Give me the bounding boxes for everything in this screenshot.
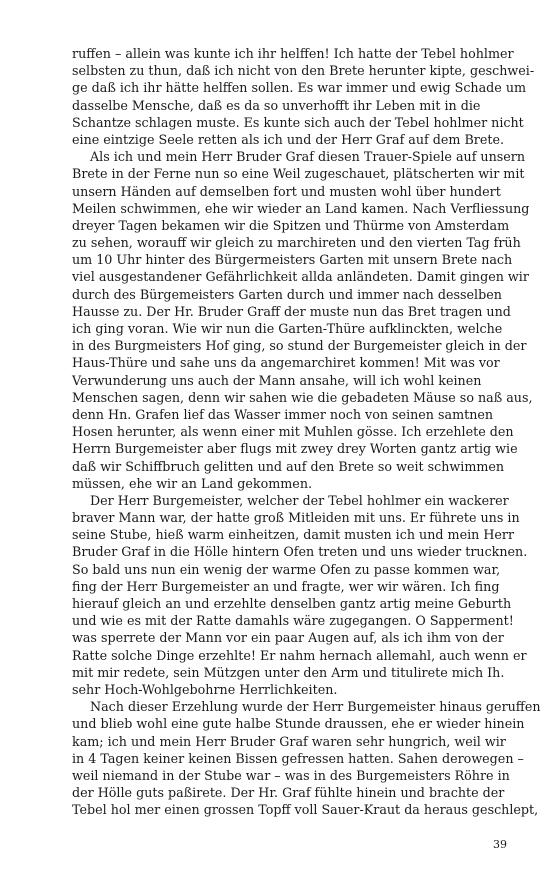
text-line: viel ausgestandener Gefährlichkeit allda anländeten. Damit gingen wir <box>72 269 529 285</box>
text-line: was sperrete der Mann vor ein paar Augen auf, als ich ihm von der <box>72 630 504 646</box>
text-line: mit mir redete, sein Mützgen unter den Arm und titulirete mich Ih. <box>72 664 505 680</box>
paragraph-3 <box>72 492 528 698</box>
paragraph-4 <box>72 698 541 818</box>
text-line: Nach dieser Erzehlung wurde der Herr Burgemeister hinaus geruffen <box>90 699 541 715</box>
text-line: ich ging voran. Wie wir nun die Garten-Thüre aufklinckten, welche <box>72 321 503 336</box>
text-line: Bruder Graf in die Hölle hintern Ofen treten und uns wieder trucknen. <box>72 544 528 560</box>
text-line: durch des Bürgemeisters Garten durch und immer nach desselben <box>72 286 502 302</box>
text-line: Brete in der Ferne nun so eine Weil zugeschauet, plätscherten wir mit <box>72 166 525 182</box>
book-page-body <box>72 45 541 818</box>
text-line: sehr Hoch-Wohlgebohrne Herrlichkeiten. <box>72 681 338 697</box>
text-line: Der Herr Burgemeister, welcher der Tebel hohlmer ein wackerer <box>90 492 509 508</box>
text-line: Verwunderung uns auch der Mann ansahe, will ich wohl keinen <box>72 372 482 388</box>
text-line: Hausse zu. Der Hr. Bruder Graff der muste nun das Bret tragen und <box>72 303 511 319</box>
text-line: Tebel hol mer einen grossen Topff voll Sauer-Kraut da heraus geschlept, <box>72 802 539 818</box>
text-line: Herrn Burgemeister aber flugs mit zwey drey Worten gantz artig wie <box>72 441 518 457</box>
text-line: daß wir Schiffbruch gelitten und auf den Brete so weit schwimmen <box>72 458 505 474</box>
text-line: So bald uns nun ein wenig der warme Ofen zu passe kommen war, <box>72 561 501 577</box>
text-line: eine eintzige Seele retten als ich und der Herr Graf auf dem Brete. <box>72 131 504 147</box>
text-line: unsern Händen auf demselben fort und musten wohl über hundert <box>72 183 501 199</box>
text-line: hierauf gleich an und erzehlte denselben gantz artig meine Geburth <box>72 596 512 611</box>
text-line: fing der Herr Burgemeister an und fragte, wer wir wären. Ich fing <box>72 578 500 594</box>
text-line: in 4 Tagen keiner keinen Bissen gefressen hatten. Sahen derowegen – <box>72 750 524 766</box>
text-line: der Hölle guts paßirete. Der Hr. Graf fühlte hinein und brachte der <box>72 785 505 801</box>
text-line: ruffen – allein was kunte ich ihr helffen! Ich hatte der Tebel hohlmer <box>72 46 514 61</box>
text-line: braver Mann war, der hatte groß Mitleiden mit uns. Er führete uns in <box>72 510 520 526</box>
text-line: müssen, ehe wir an Land gekommen. <box>72 475 313 491</box>
text-line: Menschen sagen, denn wir sahen wie die gebadeten Mäuse so naß aus, <box>72 389 533 405</box>
text-line: in des Burgmeisters Hof ging, so stund der Burgemeister gleich in der <box>72 338 527 354</box>
text-line: kam; ich und mein Herr Bruder Graf waren sehr hungrich, weil wir <box>72 733 506 749</box>
text-line: ge daß ich ihr hätte helffen sollen. Es war immer und ewig Schade um <box>72 80 527 96</box>
text-line: denn Hn. Grafen lief das Wasser immer noch von seinen samtnen <box>72 406 494 422</box>
paragraph-1 <box>72 45 535 148</box>
text-line: Meilen schwimmen, ehe wir wieder an Land kamen. Nach Verfliessung <box>72 200 530 216</box>
text-line: um 10 Uhr hinter des Bürgermeisters Garten mit unsern Brete nach <box>72 252 513 268</box>
text-line: Als ich und mein Herr Bruder Graf diesen Trauer-Spiele auf unsern <box>90 149 526 165</box>
text-line: dreyer Tagen bekamen wir die Spitzen und Thürme von Amsterdam <box>72 217 510 233</box>
text-line: selbsten zu thun, daß ich nicht von den Brete herunter kipte, geschwei- <box>72 63 535 79</box>
page-number: 39 <box>493 838 507 851</box>
paragraph-2 <box>72 148 533 492</box>
text-line: Haus-Thüre und sahe uns da angemarchiret kommen! Mit was vor <box>72 355 500 371</box>
text-line: seine Stube, hieß warm einheitzen, damit musten ich und mein Herr <box>72 527 515 543</box>
text-line: Hosen herunter, als wenn einer mit Muhlen gösse. Ich erzehlete den <box>72 424 514 440</box>
text-line: weil niemand in der Stube war – was in des Burgemeisters Röhre in <box>72 767 510 783</box>
text-line: Schantze schlagen muste. Es kunte sich auch der Tebel hohlmer nicht <box>72 114 524 130</box>
text-line: zu sehen, worauff wir gleich zu marchireten und den vierten Tag früh <box>72 235 521 251</box>
text-line: Ratte solche Dinge erzehlte! Er nahm hernach allemahl, auch wenn er <box>72 647 527 663</box>
text-line: und wie es mit der Ratte damahls wäre zugegangen. O Sapperment! <box>72 613 514 629</box>
text-line: und blieb wohl eine gute halbe Stunde draussen, ehe er wieder hinein <box>72 716 525 732</box>
text-line: dasselbe Mensche, daß es da so unverhofft ihr Leben mit in die <box>72 97 481 113</box>
